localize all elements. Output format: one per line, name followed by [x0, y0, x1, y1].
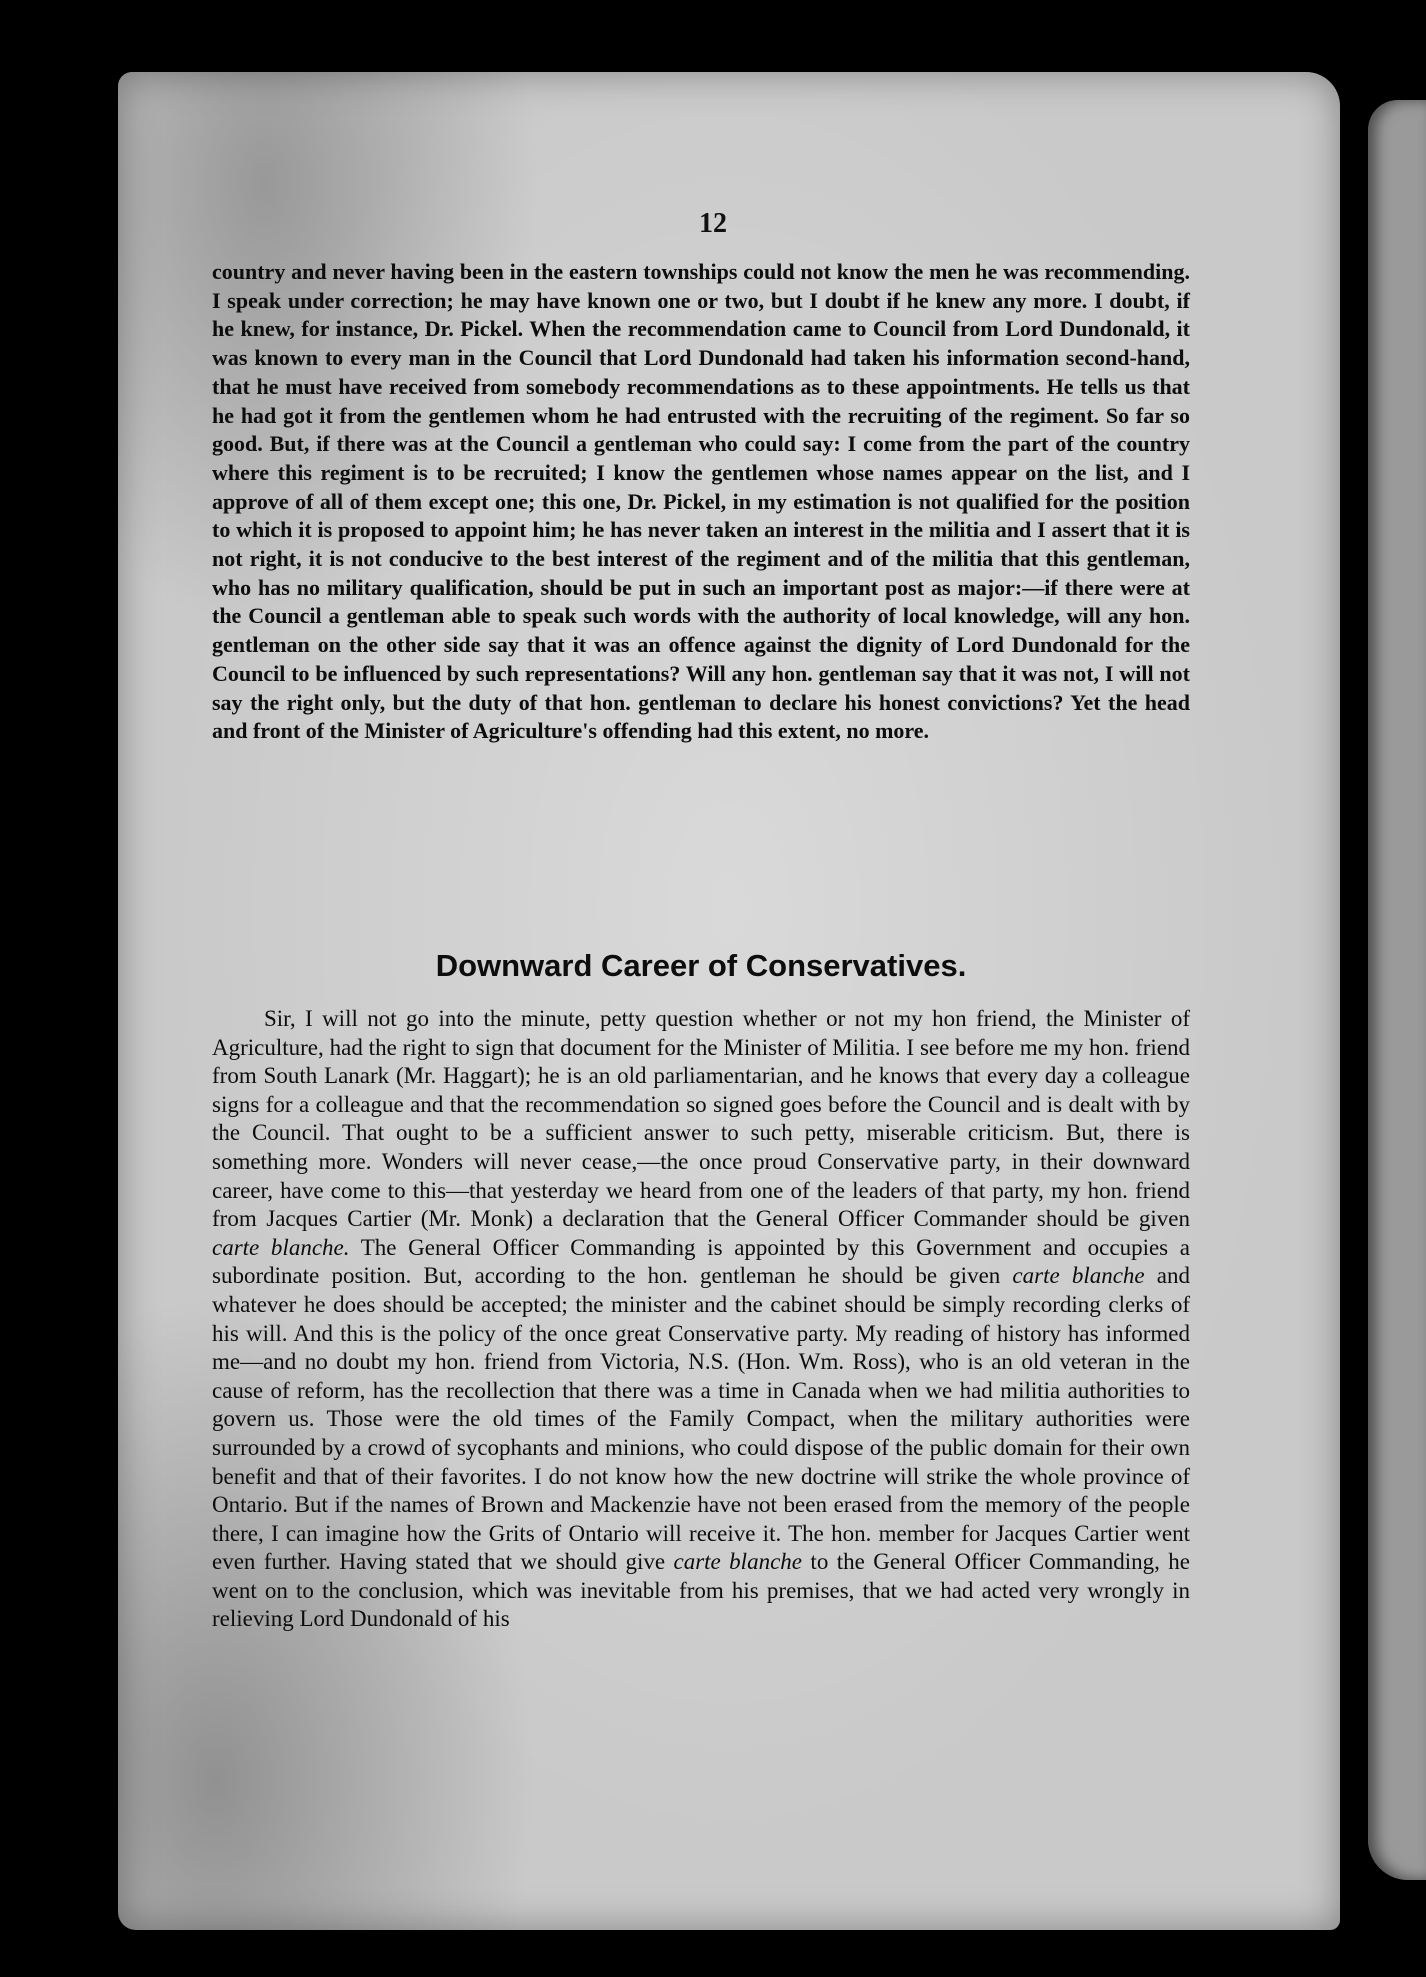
paragraph-2-text-c: and whatever he does should be accepted; the minister and the cabinet should be simply recording clerks of his will. And this is the policy of the once great Conservative party. My reading of history has informed me—and no doubt my hon. friend from Victoria, N.S. (Hon. Wm. Ross), who is an old veteran in the cause of reform, has the recollection that there was a time in Canada when we had militia authorities to govern us. Those were the old times of the Family Compact, when the military authorities were surrounded by a crowd of sycophants and minions, who could dispose of the public domain for their own benefit and that of their favorites. I do not know how the new doctrine will strike the whole province of Ontario. But if the names of Brown and Mackenzie have not been erased from the memory of the people there, I can imagine how the Grits of Ontario will receive it. The hon. member for Jacques Cartier went even further. Having stated that we should give	[212, 1263, 1190, 1575]
carte-blanche-italic-3: carte blanche	[673, 1549, 802, 1575]
adjacent-page-edge	[1368, 100, 1426, 1880]
page-number: 12	[699, 208, 727, 239]
carte-blanche-italic-2: carte blanche	[1012, 1263, 1145, 1289]
paragraph-2-text-d: to the General Officer Commanding, he went on to the conclusion, which was inevitable from his premises, that we had acted very wrongly in relieving Lord Dundonald of his	[212, 1549, 1190, 1632]
body-paragraph-2	[212, 1005, 1190, 1634]
paragraph-2-text-a: Sir, I will not go into the minute, petty question whether or not my hon friend, the Minister of Agriculture, had the right to sign that document for the Minister of Militia. I see before me my hon. friend from South Lanark (Mr. Haggart); he is an old parliamentarian, and he knows that every day a colleague signs for a colleague and that the recommendation so signed goes before the Council and is dealt with by the Council. That ought to be a sufficient answer to such petty, miserable criticism. But, there is something more. Wonders will never cease,—the once proud Conservative party, in their downward career, have come to this—that yesterday we heard from one of the leaders of that party, my hon. friend from Jacques Cartier (Mr. Monk) a declaration that the General Officer Commander should be given	[212, 1006, 1190, 1232]
paragraph-2-text-b: The General Officer Commanding is appointed by this Government and occupies a subordinate position. But, according to the hon. gentleman he should be given	[212, 1234, 1190, 1289]
carte-blanche-italic-1: carte blanche.	[212, 1234, 350, 1260]
body-paragraph-1: country and never having been in the eastern townships could not know the men he was recommending. I speak under correction; he may have known one or two, but I doubt if he knew any more. I doubt, if he knew, for instance, Dr. Pickel. When the recommendation came to Council from Lord Dundonald, it was known to every man in the Council that Lord Dundonald had taken his information second-hand, that he must have received from somebody recommendations as to these appointments. He tells us that he had got it from the gentlemen whom he had entrusted with the recruiting of the regiment. So far so good. But, if there was at the Council a gentleman who could say: I come from the part of the country where this regiment is to be recruited; I know the gentlemen whose names appear on the list, and I approve of all of them except one; this one, Dr. Pickel, in my estimation is not qualified for the position to which it is proposed to appoint him; he has never taken an interest in the militia and I assert that it is not right, it is not conducive to the best interest of the regiment and of the militia that this gentleman, who has no military qualification, should be put in such an important post as major:—if there were at the Council a gentleman able to speak such words with the authority of local knowledge, will any hon. gentleman on the other side say that it was an offence against the dignity of Lord Dundonald for the Council to be influenced by such representations? Will any hon. gentleman say that it was not, I will not say the right only, but the duty of that hon. gentleman to declare his honest convictions? Yet the head and front of the Minister of Agriculture's offending had this extent, no more.	[212, 259, 1190, 744]
section-heading: Downward Career of Conservatives.	[435, 948, 967, 983]
